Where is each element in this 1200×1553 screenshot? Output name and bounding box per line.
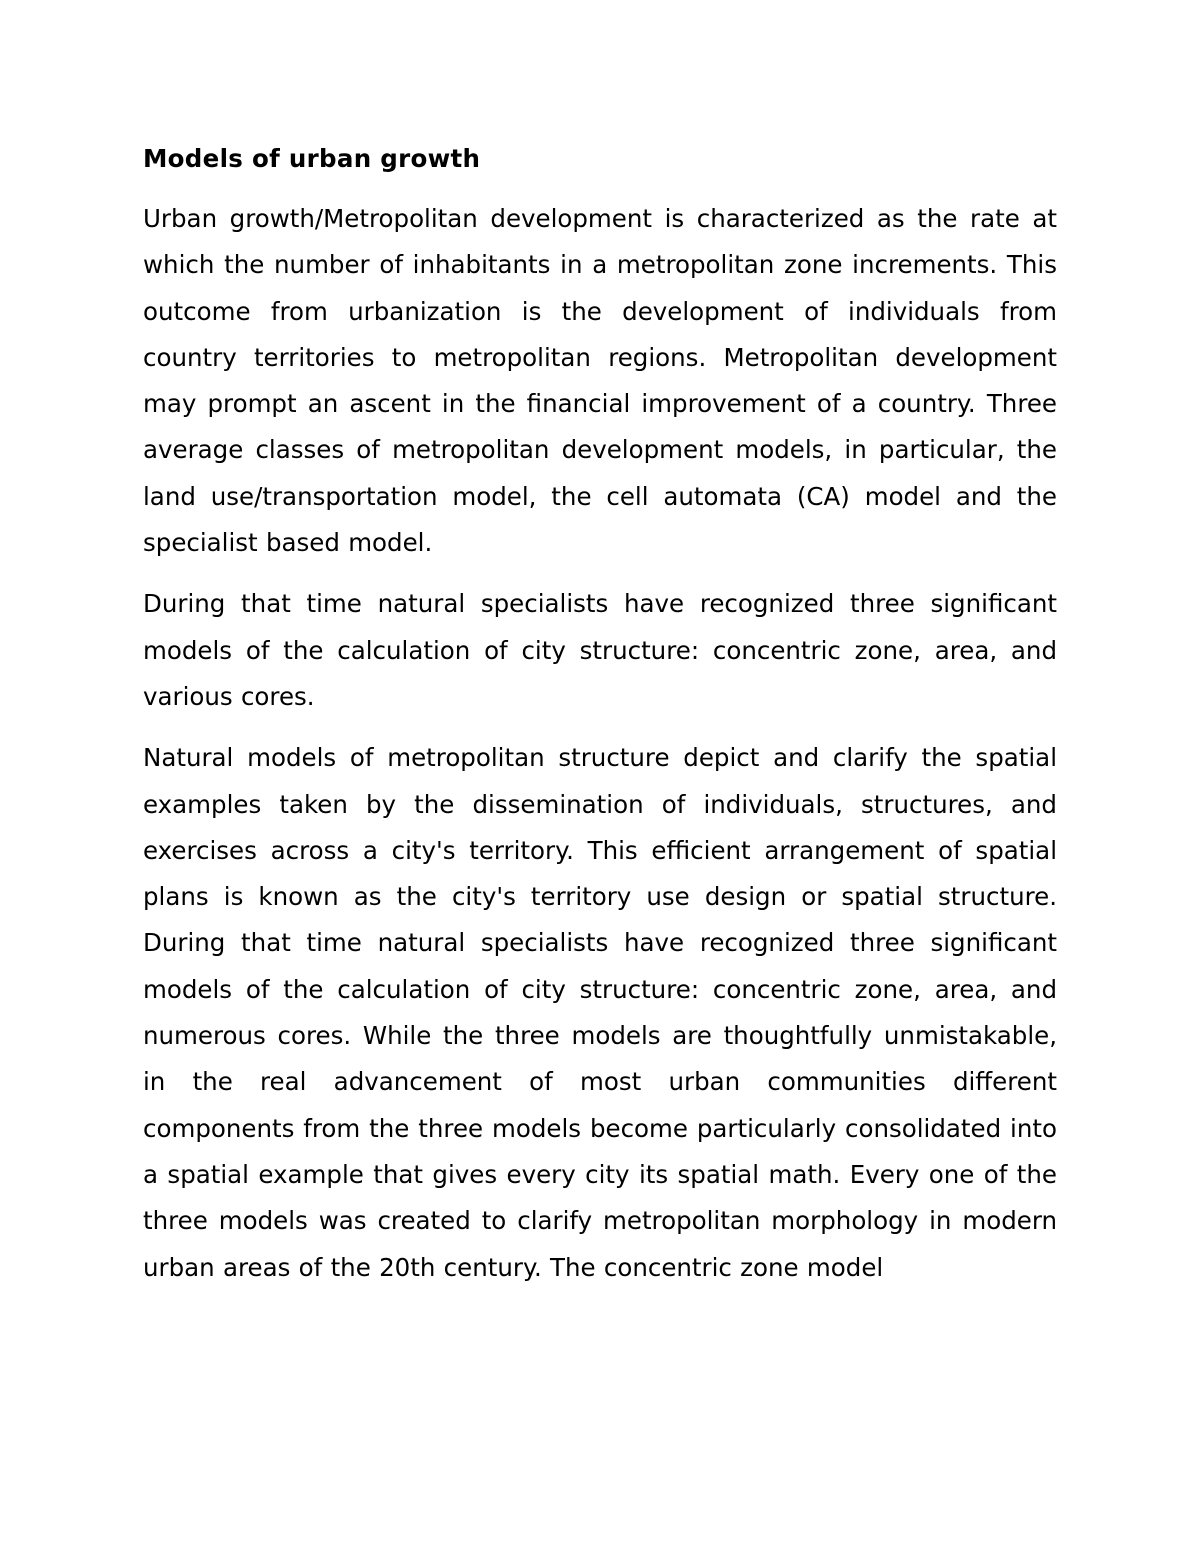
document-title: Models of urban growth [143, 144, 481, 173]
paragraph-three-models-summary: During that time natural specialists have recognized three significant models of the calculation of city structure: concentric zone, area, and various cores. [143, 589, 1057, 711]
paragraph-spatial-structure: Natural models of metropolitan structure depict and clarify the spatial examples taken by the dissemination of individuals, structures, and exercises across a city's territory. This efficient arrangement of spatial plans is known as the city's territory use design or spatial structure. During that time natural specialists have recognized three significant models of the calculation of city structure: concentric zone, area, and numerous cores. While the three models are thoughtfully unmistakable, in the real advancement of most urban communities different components from the three models become particularly consolidated into a spatial example that gives every city its spatial math. Every one of the three models was created to clarify metropolitan morphology in modern urban areas of the 20th century. The concentric zone model [143, 743, 1057, 1282]
document-body [143, 136, 1057, 1306]
paragraph-urban-growth-definition: Urban growth/Metropolitan development is characterized as the rate at which the number of inhabitants in a metropolitan zone increments. This outcome from urbanization is the development of individuals from country territories to metropolitan regions. Metropolitan development may prompt an ascent in the financial improvement of a country. Three average classes of metropolitan development models, in particular, the land use/transportation model, the cell automata (CA) model and the specialist based model. [143, 204, 1057, 558]
